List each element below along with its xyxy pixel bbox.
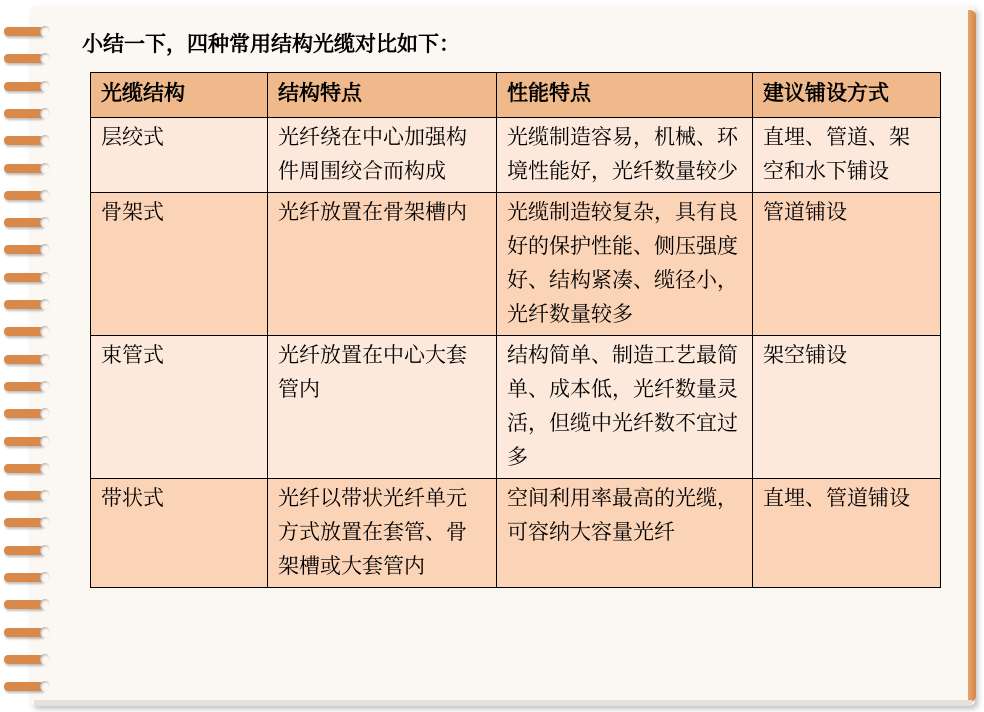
cell-structure: 光纤放置在中心大套管内	[268, 336, 497, 479]
binding-ring	[4, 213, 48, 231]
cell-performance: 结构简单、制造工艺最简单、成本低，光纤数量灵活，但缆中光纤数不宜过多	[497, 336, 753, 479]
binding-ring	[4, 677, 48, 695]
binding-ring	[4, 513, 48, 531]
binding-ring	[4, 432, 48, 450]
binding-ring	[4, 377, 48, 395]
cell-cable-type: 带状式	[91, 479, 268, 588]
cell-structure: 光纤绕在中心加强构件周围绞合而构成	[268, 118, 497, 193]
binding-ring	[4, 268, 48, 286]
cell-performance: 空间利用率最高的光缆，可容纳大容量光纤	[497, 479, 753, 588]
binding-ring	[4, 322, 48, 340]
table-row	[91, 193, 941, 336]
cell-structure: 光纤以带状光纤单元方式放置在套管、骨架槽或大套管内	[268, 479, 497, 588]
cell-cable-type: 束管式	[91, 336, 268, 479]
cell-structure: 光纤放置在骨架槽内	[268, 193, 497, 336]
binding-ring	[4, 350, 48, 368]
cell-cable-type: 层绞式	[91, 118, 268, 193]
table-row	[91, 336, 941, 479]
cable-comparison-table	[90, 72, 941, 588]
notebook-page-shadow	[34, 700, 972, 706]
binding-ring	[4, 486, 48, 504]
binding-ring	[4, 159, 48, 177]
notebook-page-edge	[968, 10, 976, 702]
binding-ring	[4, 650, 48, 668]
cell-laying: 架空铺设	[753, 336, 941, 479]
cell-laying: 直埋、管道、架空和水下铺设	[753, 118, 941, 193]
cell-laying: 管道铺设	[753, 193, 941, 336]
header-performance-features: 性能特点	[497, 73, 753, 118]
binding-ring	[4, 595, 48, 613]
binding-ring	[4, 568, 48, 586]
header-structure-features: 结构特点	[268, 73, 497, 118]
table-header-row	[91, 73, 941, 118]
header-cable-structure: 光缆结构	[91, 73, 268, 118]
binding-ring	[4, 104, 48, 122]
cell-cable-type: 骨架式	[91, 193, 268, 336]
binding-ring	[4, 186, 48, 204]
table-row	[91, 118, 941, 193]
cell-performance: 光缆制造容易，机械、环境性能好，光纤数量较少	[497, 118, 753, 193]
binding-ring	[4, 404, 48, 422]
binding-ring	[4, 295, 48, 313]
binding-ring	[4, 49, 48, 67]
cell-laying: 直埋、管道铺设	[753, 479, 941, 588]
page-title: 小结一下，四种常用结构光缆对比如下：	[82, 32, 460, 56]
header-laying-method: 建议铺设方式	[753, 73, 941, 118]
binding-ring	[4, 22, 48, 40]
binding-ring	[4, 240, 48, 258]
cell-performance: 光缆制造较复杂，具有良好的保护性能、侧压强度好、结构紧凑、缆径小，光纤数量较多	[497, 193, 753, 336]
binding-ring	[4, 541, 48, 559]
table-row	[91, 479, 941, 588]
binding-ring	[4, 77, 48, 95]
binding-ring	[4, 623, 48, 641]
binding-ring	[4, 459, 48, 477]
binding-ring	[4, 131, 48, 149]
